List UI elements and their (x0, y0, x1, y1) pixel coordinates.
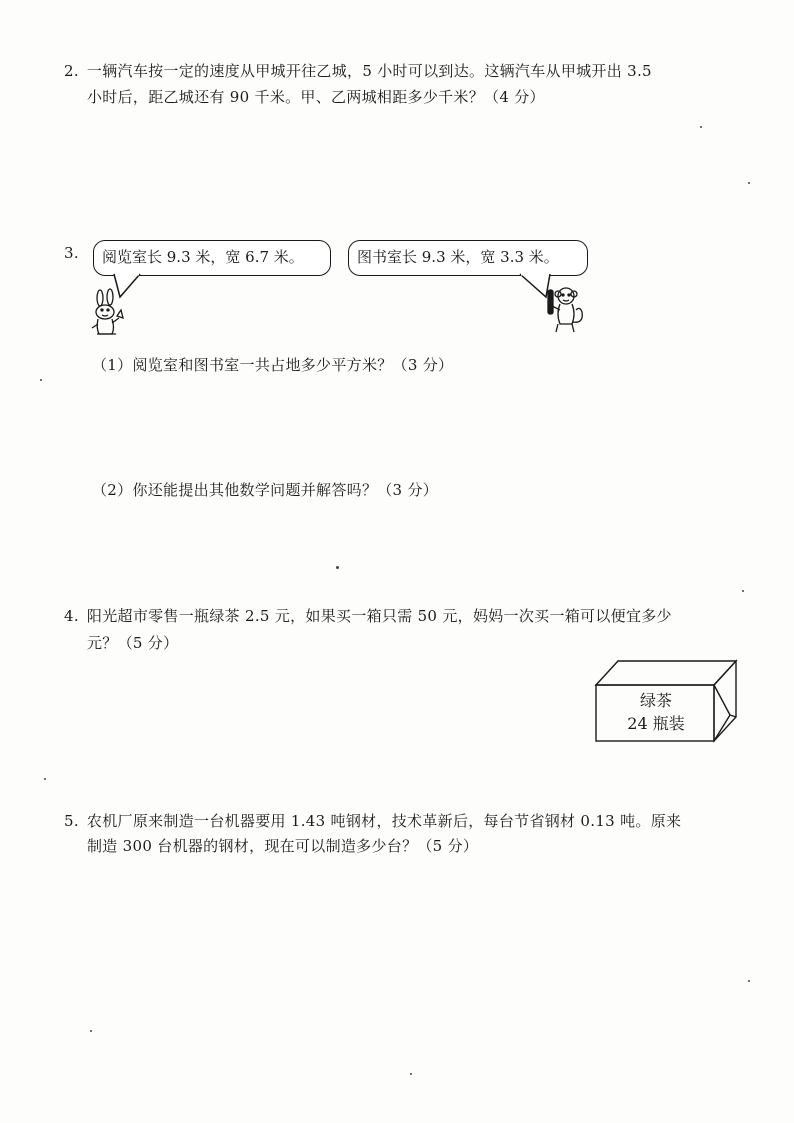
q3-sub1: （1）阅览室和图书室一共占地多少平方米？（3 分） (92, 356, 454, 374)
scan-speck (90, 1030, 92, 1032)
q5-line1: 5. 农机厂原来制造一台机器要用 1.43 吨钢材，技术革新后，每台节省钢材 0.13 吨。原来 (64, 812, 682, 830)
scan-speck (40, 379, 42, 381)
scan-speck (748, 182, 750, 184)
speech-bubble-reading-room: 阅览室长 9.3 米，宽 6.7 米。 (93, 240, 331, 276)
monkey-icon (538, 284, 590, 336)
tea-box-label-name: 绿茶 (639, 691, 672, 710)
scan-speck (748, 980, 750, 982)
q5-line2: 制造 300 台机器的钢材，现在可以制造多少台？（5 分） (87, 837, 479, 855)
q5-number: 5. (64, 812, 79, 830)
q4-number: 4. (64, 607, 79, 625)
scan-speck (742, 590, 744, 592)
scan-speck (336, 566, 339, 569)
rabbit-icon (88, 288, 130, 338)
q3-number: 3. (64, 244, 79, 262)
q4-line2: 元？（5 分） (87, 634, 179, 652)
scan-speck (44, 778, 46, 780)
scan-speck (410, 1073, 412, 1075)
q4-line1: 4. 阳光超市零售一瓶绿茶 2.5 元，如果买一箱只需 50 元，妈妈一次买一箱可以便宜多少 (64, 607, 672, 625)
q2-line1: 2. 一辆汽车按一定的速度从甲城开往乙城，5 小时可以到达。这辆汽车从甲城开出 3.5 (64, 62, 652, 80)
scan-speck (700, 126, 702, 128)
speech-bubble-library: 图书室长 9.3 米，宽 3.3 米。 (348, 240, 588, 276)
q2-line2: 小时后，距乙城还有 90 千米。甲、乙两城相距多少千米？（4 分） (87, 88, 545, 106)
q2-number: 2. (64, 62, 79, 80)
tea-box-label-count: 24 瓶装 (627, 714, 685, 733)
q3-sub2: （2）你还能提出其他数学问题并解答吗？（3 分） (92, 481, 439, 499)
